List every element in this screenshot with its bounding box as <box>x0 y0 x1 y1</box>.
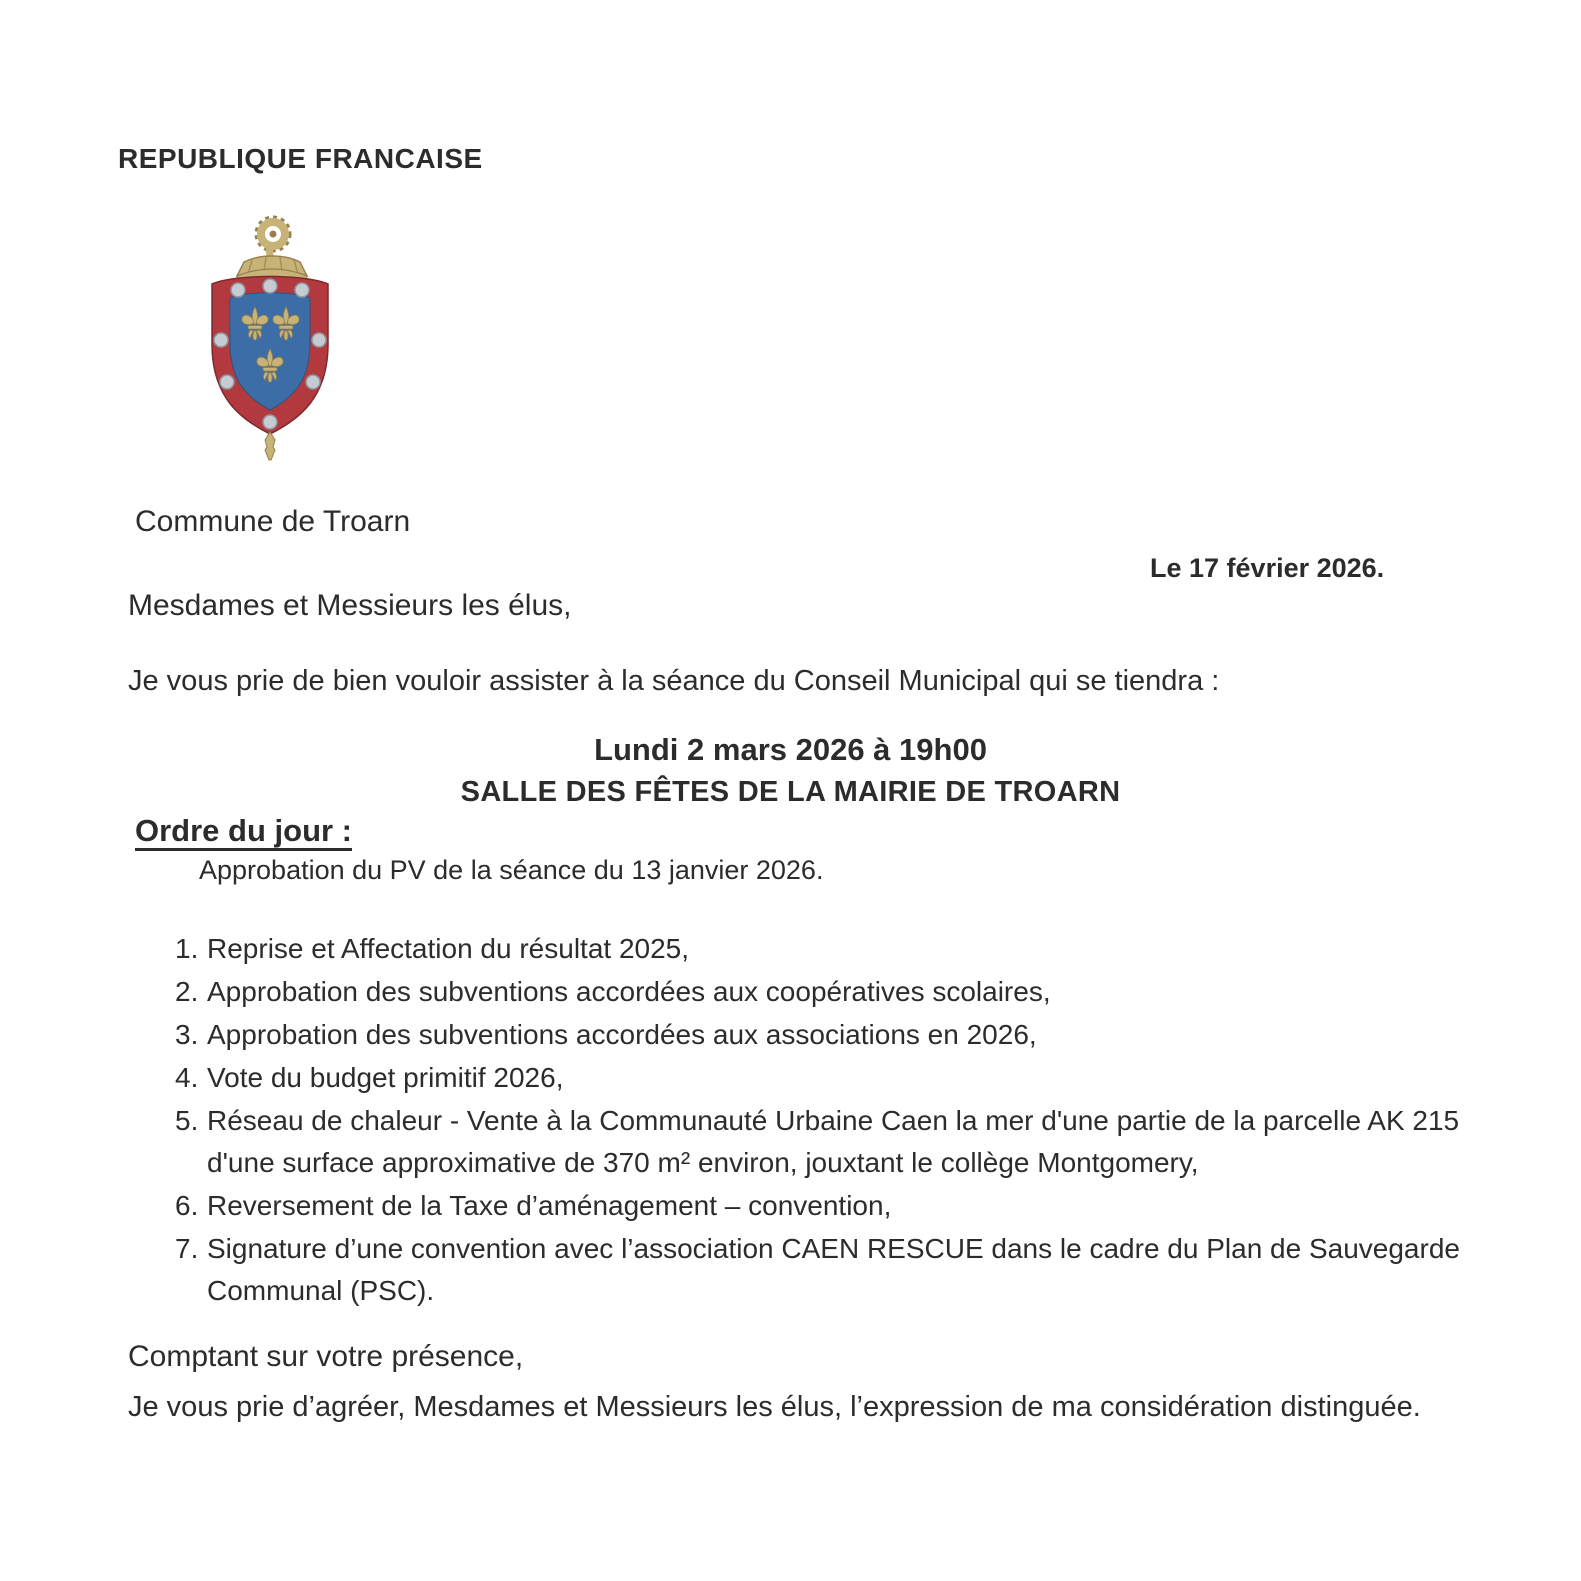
meeting-location: SALLE DES FÊTES DE LA MAIRIE DE TROARN <box>460 776 1121 808</box>
agenda-item: Signature d’une convention avec l’association CAEN RESCUE dans le cadre du Plan de Sauvegarde Communal (PSC). <box>207 1233 1460 1306</box>
agenda-item: Vote du budget primitif 2026, <box>207 1062 564 1093</box>
meeting-datetime: Lundi 2 mars 2026 à 19h00 <box>594 732 987 767</box>
agenda-preamble: Approbation du PV de la séance du 13 janvier 2026. <box>199 855 824 885</box>
salutation: Mesdames et Messieurs les élus, <box>128 589 572 622</box>
agenda-item: Réseau de chaleur - Vente à la Communauté Urbaine Caen la mer d'une partie de la parcelle AK 215 d'une surface approximative de 370 m² environ, jouxtant le collège Montgomery, <box>207 1105 1460 1178</box>
republic-header: REPUBLIQUE FRANCAISE <box>118 143 483 174</box>
agenda-item: Reversement de la Taxe d’aménagement – convention, <box>207 1190 892 1221</box>
intro-paragraph: Je vous prie de bien vouloir assister à la séance du Conseil Municipal qui se tiendra : <box>128 665 1220 697</box>
closing-line-1: Comptant sur votre présence, <box>128 1340 524 1373</box>
agenda-item: Approbation des subventions accordées aux associations en 2026, <box>207 1019 1037 1050</box>
closing-line-2: Je vous prie d’agréer, Mesdames et Messieurs les élus, l’expression de ma considération distinguée. <box>128 1391 1421 1423</box>
agenda-item: Approbation des subventions accordées aux coopératives scolaires, <box>207 976 1051 1007</box>
agenda-item: Reprise et Affectation du résultat 2025, <box>207 933 690 964</box>
agenda-list-container <box>175 928 1475 1313</box>
commune-name: Commune de Troarn <box>135 505 411 538</box>
crest-pendant-icon <box>265 432 275 460</box>
agenda-list <box>175 928 1475 1312</box>
letter-date: Le 17 février 2026. <box>1150 553 1385 583</box>
coat-of-arms <box>198 212 342 462</box>
agenda-heading: Ordre du jour : <box>135 813 352 848</box>
